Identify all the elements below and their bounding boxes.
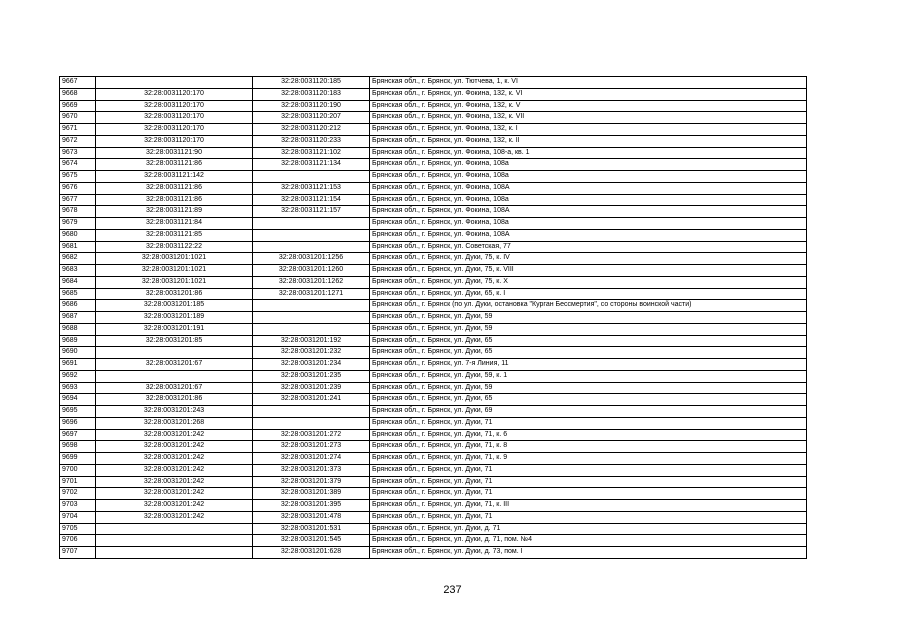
table-row bbox=[60, 476, 807, 488]
table-row bbox=[60, 382, 807, 394]
cadastral-number-cell bbox=[253, 229, 370, 241]
table-row bbox=[60, 441, 807, 453]
row-number-cell: 9672 bbox=[60, 135, 96, 147]
row-number-cell: 9676 bbox=[60, 182, 96, 194]
row-number-cell: 9687 bbox=[60, 312, 96, 324]
address-cell: Брянская обл., г. Брянск, ул. Дуки, 75, к. IV bbox=[370, 253, 807, 265]
table-row bbox=[60, 206, 807, 218]
cadastral-number-cell: 32:28:0031201:628 bbox=[253, 547, 370, 559]
table-row bbox=[60, 182, 807, 194]
cadastral-number-cell bbox=[253, 312, 370, 324]
table-row bbox=[60, 535, 807, 547]
cadastral-number-cell: 32:28:0031201:373 bbox=[253, 464, 370, 476]
parent-cadastral-number-cell: 32:28:0031201:242 bbox=[96, 464, 253, 476]
cadastral-number-cell bbox=[253, 218, 370, 230]
address-cell: Брянская обл., г. Брянск, ул. Дуки, 71 bbox=[370, 511, 807, 523]
table-row bbox=[60, 464, 807, 476]
parent-cadastral-number-cell: 32:28:0031201:67 bbox=[96, 359, 253, 371]
cadastral-number-cell: 32:28:0031201:1262 bbox=[253, 276, 370, 288]
row-number-cell: 9671 bbox=[60, 124, 96, 136]
cadastral-number-cell: 32:28:0031201:274 bbox=[253, 453, 370, 465]
cadastral-number-cell: 32:28:0031201:232 bbox=[253, 347, 370, 359]
parent-cadastral-number-cell: 32:28:0031201:1021 bbox=[96, 276, 253, 288]
table-row bbox=[60, 500, 807, 512]
parent-cadastral-number-cell: 32:28:0031201:86 bbox=[96, 394, 253, 406]
table-row bbox=[60, 147, 807, 159]
cadastral-number-cell: 32:28:0031201:545 bbox=[253, 535, 370, 547]
address-cell: Брянская обл., г. Брянск, ул. Фокина, 108а bbox=[370, 218, 807, 230]
parent-cadastral-number-cell: 32:28:0031201:242 bbox=[96, 453, 253, 465]
parent-cadastral-number-cell: 32:28:0031121:85 bbox=[96, 229, 253, 241]
row-number-cell: 9706 bbox=[60, 535, 96, 547]
address-cell: Брянская обл., г. Брянск, ул. Дуки, 71, к. 8 bbox=[370, 441, 807, 453]
address-cell: Брянская обл., г. Брянск, ул. Дуки, 71 bbox=[370, 488, 807, 500]
parent-cadastral-number-cell: 32:28:0031121:84 bbox=[96, 218, 253, 230]
row-number-cell: 9698 bbox=[60, 441, 96, 453]
parent-cadastral-number-cell: 32:28:0031201:242 bbox=[96, 441, 253, 453]
row-number-cell: 9682 bbox=[60, 253, 96, 265]
parent-cadastral-number-cell: 32:28:0031121:142 bbox=[96, 171, 253, 183]
address-cell: Брянская обл., г. Брянск, ул. Советская, 77 bbox=[370, 241, 807, 253]
cadastral-number-cell: 32:28:0031201:379 bbox=[253, 476, 370, 488]
table-row bbox=[60, 265, 807, 277]
table-row bbox=[60, 511, 807, 523]
parent-cadastral-number-cell: 32:28:0031201:242 bbox=[96, 500, 253, 512]
table-row bbox=[60, 171, 807, 183]
parent-cadastral-number-cell bbox=[96, 77, 253, 89]
parent-cadastral-number-cell bbox=[96, 547, 253, 559]
parent-cadastral-number-cell bbox=[96, 535, 253, 547]
cadastral-number-cell: 32:28:0031120:212 bbox=[253, 124, 370, 136]
address-cell: Брянская обл., г. Брянск, ул. Дуки, 71 bbox=[370, 464, 807, 476]
address-cell: Брянская обл., г. Брянск (по ул. Дуки, остановка "Курган Бессмертия", со стороны воинской части) bbox=[370, 300, 807, 312]
table-row bbox=[60, 488, 807, 500]
cadastral-number-cell: 32:28:0031201:1256 bbox=[253, 253, 370, 265]
row-number-cell: 9673 bbox=[60, 147, 96, 159]
row-number-cell: 9675 bbox=[60, 171, 96, 183]
table-row bbox=[60, 347, 807, 359]
cadastral-number-cell: 32:28:0031201:1260 bbox=[253, 265, 370, 277]
address-cell: Брянская обл., г. Брянск, ул. Дуки, 65 bbox=[370, 335, 807, 347]
row-number-cell: 9701 bbox=[60, 476, 96, 488]
row-number-cell: 9669 bbox=[60, 100, 96, 112]
cadastral-number-cell: 32:28:0031121:153 bbox=[253, 182, 370, 194]
address-cell: Брянская обл., г. Брянск, ул. Фокина, 108А bbox=[370, 229, 807, 241]
address-cell: Брянская обл., г. Брянск, ул. Дуки, 75, к. VIII bbox=[370, 265, 807, 277]
row-number-cell: 9694 bbox=[60, 394, 96, 406]
address-cell: Брянская обл., г. Брянск, ул. Дуки, 69 bbox=[370, 406, 807, 418]
address-cell: Брянская обл., г. Брянск, ул. Фокина, 108а bbox=[370, 194, 807, 206]
row-number-cell: 9689 bbox=[60, 335, 96, 347]
cadastral-number-cell: 32:28:0031120:190 bbox=[253, 100, 370, 112]
row-number-cell: 9695 bbox=[60, 406, 96, 418]
address-cell: Брянская обл., г. Брянск, ул. Дуки, д. 71 bbox=[370, 523, 807, 535]
address-cell: Брянская обл., г. Брянск, ул. Тютчева, 1, к. VI bbox=[370, 77, 807, 89]
address-cell: Брянская обл., г. Брянск, ул. Дуки, 59 bbox=[370, 382, 807, 394]
address-cell: Брянская обл., г. Брянск, ул. Фокина, 108а bbox=[370, 171, 807, 183]
parent-cadastral-number-cell: 32:28:0031201:242 bbox=[96, 476, 253, 488]
table-row bbox=[60, 370, 807, 382]
table-row bbox=[60, 253, 807, 265]
parent-cadastral-number-cell: 32:28:0031121:86 bbox=[96, 159, 253, 171]
parent-cadastral-number-cell: 32:28:0031201:85 bbox=[96, 335, 253, 347]
cadastral-number-cell: 32:28:0031120:207 bbox=[253, 112, 370, 124]
row-number-cell: 9688 bbox=[60, 323, 96, 335]
table-row bbox=[60, 194, 807, 206]
address-cell: Брянская обл., г. Брянск, ул. Дуки, 59 bbox=[370, 312, 807, 324]
table-row bbox=[60, 453, 807, 465]
address-cell: Брянская обл., г. Брянск, ул. Дуки, д. 71, пом. №4 bbox=[370, 535, 807, 547]
table-row bbox=[60, 218, 807, 230]
table-row bbox=[60, 229, 807, 241]
address-cell: Брянская обл., г. Брянск, ул. Дуки, 71 bbox=[370, 476, 807, 488]
parent-cadastral-number-cell: 32:28:0031122:22 bbox=[96, 241, 253, 253]
address-cell: Брянская обл., г. Брянск, ул. Дуки, 71, к. 6 bbox=[370, 429, 807, 441]
address-cell: Брянская обл., г. Брянск, ул. Дуки, 59, к. 1 bbox=[370, 370, 807, 382]
row-number-cell: 9692 bbox=[60, 370, 96, 382]
cadastral-number-cell: 32:28:0031201:1271 bbox=[253, 288, 370, 300]
cadastral-number-cell: 32:28:0031201:395 bbox=[253, 500, 370, 512]
table-row bbox=[60, 323, 807, 335]
cadastral-number-cell: 32:28:0031201:241 bbox=[253, 394, 370, 406]
cadastral-number-cell: 32:28:0031201:389 bbox=[253, 488, 370, 500]
register-table-body bbox=[60, 77, 807, 559]
cadastral-number-cell: 32:28:0031201:192 bbox=[253, 335, 370, 347]
cadastral-number-cell: 32:28:0031121:154 bbox=[253, 194, 370, 206]
table-row bbox=[60, 241, 807, 253]
parent-cadastral-number-cell: 32:28:0031120:170 bbox=[96, 88, 253, 100]
row-number-cell: 9696 bbox=[60, 417, 96, 429]
cadastral-number-cell: 32:28:0031201:234 bbox=[253, 359, 370, 371]
parent-cadastral-number-cell bbox=[96, 370, 253, 382]
row-number-cell: 9670 bbox=[60, 112, 96, 124]
address-cell: Брянская обл., г. Брянск, ул. Фокина, 108-а, кв. 1 bbox=[370, 147, 807, 159]
row-number-cell: 9667 bbox=[60, 77, 96, 89]
row-number-cell: 9703 bbox=[60, 500, 96, 512]
table-row bbox=[60, 406, 807, 418]
cadastral-number-cell: 32:28:0031121:102 bbox=[253, 147, 370, 159]
parent-cadastral-number-cell bbox=[96, 347, 253, 359]
row-number-cell: 9683 bbox=[60, 265, 96, 277]
table-row bbox=[60, 394, 807, 406]
cadastral-number-cell: 32:28:0031201:273 bbox=[253, 441, 370, 453]
address-cell: Брянская обл., г. Брянск, ул. Фокина, 132, к. VII bbox=[370, 112, 807, 124]
cadastral-number-cell bbox=[253, 417, 370, 429]
table-row bbox=[60, 359, 807, 371]
address-cell: Брянская обл., г. Брянск, ул. Дуки, 65 bbox=[370, 394, 807, 406]
table-row bbox=[60, 288, 807, 300]
row-number-cell: 9693 bbox=[60, 382, 96, 394]
cadastral-number-cell bbox=[253, 171, 370, 183]
row-number-cell: 9699 bbox=[60, 453, 96, 465]
address-cell: Брянская обл., г. Брянск, ул. Дуки, 59 bbox=[370, 323, 807, 335]
table-row bbox=[60, 547, 807, 559]
row-number-cell: 9697 bbox=[60, 429, 96, 441]
row-number-cell: 9702 bbox=[60, 488, 96, 500]
address-cell: Брянская обл., г. Брянск, ул. Дуки, 71, к. III bbox=[370, 500, 807, 512]
table-row bbox=[60, 124, 807, 136]
cadastral-number-cell: 32:28:0031201:272 bbox=[253, 429, 370, 441]
parent-cadastral-number-cell: 32:28:0031120:170 bbox=[96, 124, 253, 136]
address-cell: Брянская обл., г. Брянск, ул. 7-я Линия, 11 bbox=[370, 359, 807, 371]
cadastral-number-cell: 32:28:0031121:134 bbox=[253, 159, 370, 171]
parent-cadastral-number-cell: 32:28:0031201:242 bbox=[96, 511, 253, 523]
cadastral-number-cell: 32:28:0031201:478 bbox=[253, 511, 370, 523]
address-cell: Брянская обл., г. Брянск, ул. Фокина, 108а bbox=[370, 159, 807, 171]
parent-cadastral-number-cell: 32:28:0031201:67 bbox=[96, 382, 253, 394]
address-cell: Брянская обл., г. Брянск, ул. Дуки, 75, к. X bbox=[370, 276, 807, 288]
row-number-cell: 9691 bbox=[60, 359, 96, 371]
parent-cadastral-number-cell: 32:28:0031120:170 bbox=[96, 135, 253, 147]
address-cell: Брянская обл., г. Брянск, ул. Дуки, 71, к. 9 bbox=[370, 453, 807, 465]
cadastral-number-cell bbox=[253, 241, 370, 253]
table-row bbox=[60, 276, 807, 288]
parent-cadastral-number-cell: 32:28:0031201:242 bbox=[96, 429, 253, 441]
cadastral-number-cell bbox=[253, 300, 370, 312]
cadastral-number-cell: 32:28:0031201:531 bbox=[253, 523, 370, 535]
cadastral-number-cell: 32:28:0031120:233 bbox=[253, 135, 370, 147]
table-row bbox=[60, 100, 807, 112]
page-number: 237 bbox=[443, 584, 462, 596]
cadastral-number-cell: 32:28:0031201:239 bbox=[253, 382, 370, 394]
row-number-cell: 9686 bbox=[60, 300, 96, 312]
row-number-cell: 9700 bbox=[60, 464, 96, 476]
table-row bbox=[60, 300, 807, 312]
parent-cadastral-number-cell: 32:28:0031120:170 bbox=[96, 112, 253, 124]
row-number-cell: 9678 bbox=[60, 206, 96, 218]
parent-cadastral-number-cell: 32:28:0031201:268 bbox=[96, 417, 253, 429]
row-number-cell: 9704 bbox=[60, 511, 96, 523]
address-cell: Брянская обл., г. Брянск, ул. Дуки, д. 73, пом. I bbox=[370, 547, 807, 559]
parent-cadastral-number-cell: 32:28:0031120:170 bbox=[96, 100, 253, 112]
row-number-cell: 9705 bbox=[60, 523, 96, 535]
address-cell: Брянская обл., г. Брянск, ул. Дуки, 65, к. I bbox=[370, 288, 807, 300]
address-cell: Брянская обл., г. Брянск, ул. Фокина, 108А bbox=[370, 182, 807, 194]
cadastral-number-cell: 32:28:0031121:157 bbox=[253, 206, 370, 218]
row-number-cell: 9679 bbox=[60, 218, 96, 230]
address-cell: Брянская обл., г. Брянск, ул. Дуки, 65 bbox=[370, 347, 807, 359]
cadastral-number-cell bbox=[253, 406, 370, 418]
table-row bbox=[60, 77, 807, 89]
table-row bbox=[60, 523, 807, 535]
row-number-cell: 9681 bbox=[60, 241, 96, 253]
parent-cadastral-number-cell: 32:28:0031201:242 bbox=[96, 488, 253, 500]
parent-cadastral-number-cell: 32:28:0031121:86 bbox=[96, 194, 253, 206]
row-number-cell: 9674 bbox=[60, 159, 96, 171]
address-cell: Брянская обл., г. Брянск, ул. Фокина, 132, к. I bbox=[370, 124, 807, 136]
parent-cadastral-number-cell bbox=[96, 523, 253, 535]
row-number-cell: 9677 bbox=[60, 194, 96, 206]
cadastral-number-cell bbox=[253, 323, 370, 335]
address-cell: Брянская обл., г. Брянск, ул. Фокина, 108А bbox=[370, 206, 807, 218]
address-cell: Брянская обл., г. Брянск, ул. Дуки, 71 bbox=[370, 417, 807, 429]
parent-cadastral-number-cell: 32:28:0031201:1021 bbox=[96, 265, 253, 277]
table-row bbox=[60, 159, 807, 171]
table-row bbox=[60, 335, 807, 347]
cadastral-number-cell: 32:28:0031201:235 bbox=[253, 370, 370, 382]
parent-cadastral-number-cell: 32:28:0031201:189 bbox=[96, 312, 253, 324]
row-number-cell: 9680 bbox=[60, 229, 96, 241]
parent-cadastral-number-cell: 32:28:0031201:185 bbox=[96, 300, 253, 312]
parent-cadastral-number-cell: 32:28:0031201:1021 bbox=[96, 253, 253, 265]
table-row bbox=[60, 112, 807, 124]
row-number-cell: 9707 bbox=[60, 547, 96, 559]
parent-cadastral-number-cell: 32:28:0031201:191 bbox=[96, 323, 253, 335]
row-number-cell: 9668 bbox=[60, 88, 96, 100]
register-table bbox=[59, 76, 807, 559]
cadastral-number-cell: 32:28:0031120:183 bbox=[253, 88, 370, 100]
address-cell: Брянская обл., г. Брянск, ул. Фокина, 132, к. II bbox=[370, 135, 807, 147]
table-row bbox=[60, 88, 807, 100]
table-row bbox=[60, 312, 807, 324]
parent-cadastral-number-cell: 32:28:0031201:243 bbox=[96, 406, 253, 418]
address-cell: Брянская обл., г. Брянск, ул. Фокина, 132, к. V bbox=[370, 100, 807, 112]
table-row bbox=[60, 417, 807, 429]
table-row bbox=[60, 429, 807, 441]
cadastral-number-cell: 32:28:0031120:185 bbox=[253, 77, 370, 89]
parent-cadastral-number-cell: 32:28:0031121:89 bbox=[96, 206, 253, 218]
parent-cadastral-number-cell: 32:28:0031201:86 bbox=[96, 288, 253, 300]
parent-cadastral-number-cell: 32:28:0031121:86 bbox=[96, 182, 253, 194]
table-row bbox=[60, 135, 807, 147]
row-number-cell: 9684 bbox=[60, 276, 96, 288]
row-number-cell: 9690 bbox=[60, 347, 96, 359]
parent-cadastral-number-cell: 32:28:0031121:90 bbox=[96, 147, 253, 159]
address-cell: Брянская обл., г. Брянск, ул. Фокина, 132, к. VI bbox=[370, 88, 807, 100]
row-number-cell: 9685 bbox=[60, 288, 96, 300]
